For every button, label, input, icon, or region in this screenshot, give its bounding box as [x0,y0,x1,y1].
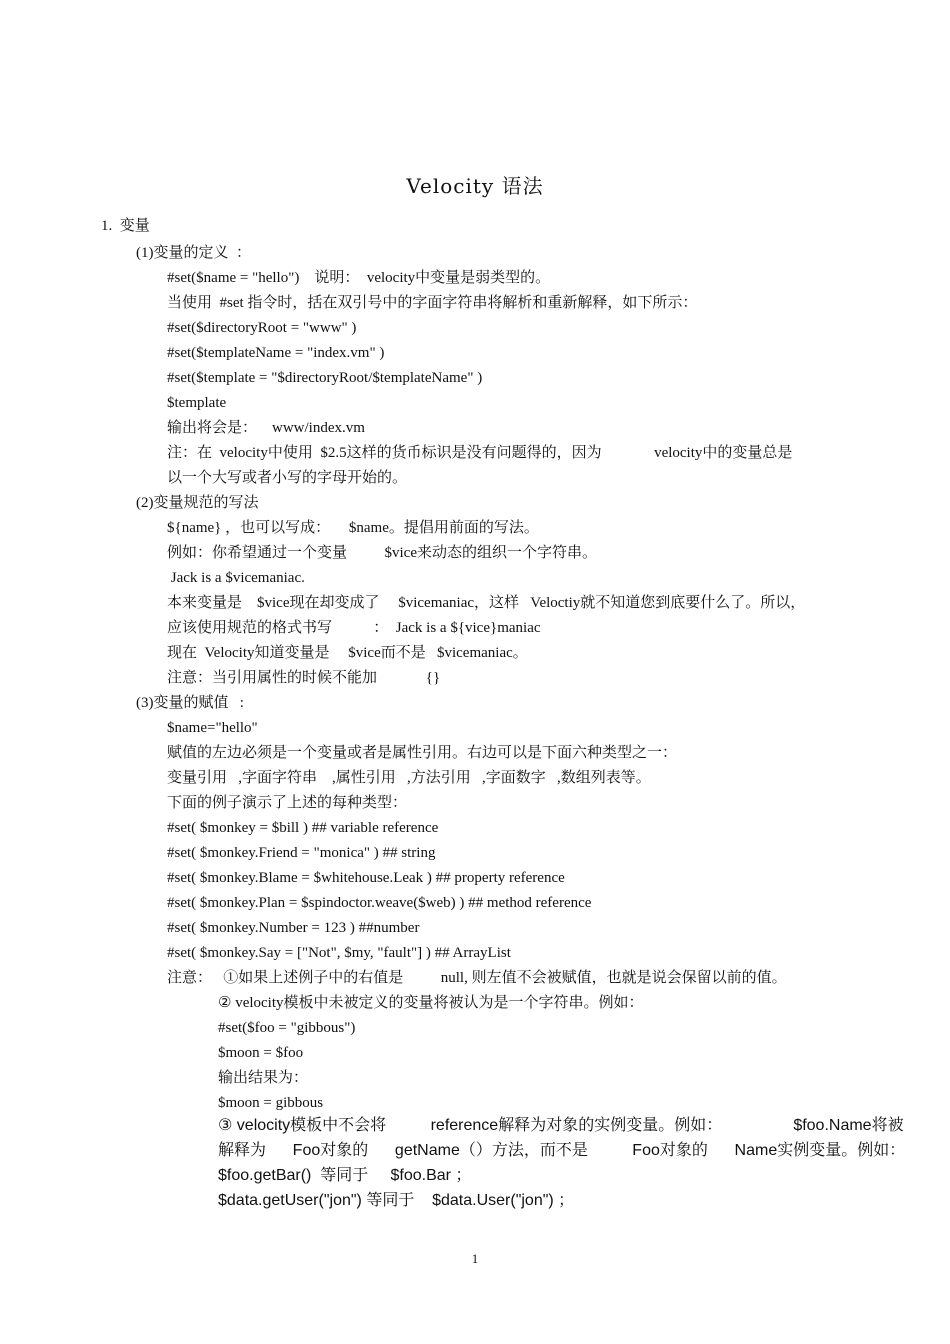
text-line: (2)变量规范的写法 [136,495,259,511]
text-line: Jack is a $vicemaniac. [167,570,305,586]
text-line: 当使用 #set 指令时，括在双引号中的字面字符串将解析和重新解释，如下所示： [167,295,698,311]
text-line: #set( $monkey.Blame = $whitehouse.Leak ) ## property reference [167,870,565,886]
text-line: $moon = $foo [218,1045,304,1061]
text-line: ② velocity模板中未被定义的变量将被认为是一个字符串。例如： [218,995,644,1011]
document-title: Velocity 语法 [406,174,544,198]
text-line: 1. 变量 [101,218,150,234]
text-line: #set($templateName = "index.vm" ) [167,345,385,361]
text-line: 例如：你希望通过一个变量 $vice来动态的组织一个字符串。 [167,545,597,561]
text-line: 以一个大写或者小写的字母开始的。 [167,470,408,486]
text-line: (1)变量的定义 ： [136,245,251,261]
text-line: 输出将会是： www/index.vm [167,420,365,436]
text-line: #set( $monkey.Friend = "monica" ) ## string [167,845,436,861]
text-line: #set( $monkey = $bill ) ## variable reference [167,820,439,836]
page-number: 1 [471,1251,479,1266]
text-line: $moon = gibbous [218,1095,324,1111]
text-line: #set( $monkey.Number = 123 ) ##number [167,920,420,936]
text-line: $template [167,395,227,411]
text-line: #set( $monkey.Say = ["Not", $my, "fault"] ) ## ArrayList [167,945,511,961]
text-line: 注意：当引用属性的时候不能加 {} [167,670,441,686]
text-line: (3)变量的赋值 : [136,695,244,711]
text-line: $data.getUser("jon") 等同于 $data.User("jon") ； [218,1192,575,1209]
text-line: 注意： ①如果上述例子中的右值是 null, 则左值不会被赋值，也就是说会保留以前的值。 [167,970,787,986]
text-line: #set($name = "hello") 说明： velocity中变量是弱类型的。 [167,270,551,286]
text-line: ③ velocity模板中不会将 reference解释为对象的实例变量。例如： $foo.Name将被 [218,1117,904,1134]
text-line: #set($foo = "gibbous") [218,1020,356,1036]
text-line: #set($template = "$directoryRoot/$templateName" ) [167,370,483,386]
text-line: 变量引用 ,字面字符串 ,属性引用 ,方法引用 ,字面数字 ,数组列表等。 [167,770,651,786]
text-line: 现在 Velocity知道变量是 $vice而不是 $vicemaniac。 [167,645,528,661]
text-line: 解释为 Foo对象的 getName（）方法，而不是 Foo对象的 Name实例变量。例如： [218,1142,906,1159]
text-line: $name="hello" [167,720,258,736]
text-line: 注：在 velocity中使用 $2.5这样的货币标识是没有问题得的，因为 velocity中的变量总是 [167,445,793,461]
text-line: #set($directoryRoot = "www" ) [167,320,357,336]
text-line: ${name} ，也可以写成： $name。提倡用前面的写法。 [167,520,539,536]
text-line: 下面的例子演示了上述的每种类型： [167,795,408,811]
text-line: #set( $monkey.Plan = $spindoctor.weave($web) ) ## method reference [167,895,592,911]
text-line: $foo.getBar() 等同于 $foo.Bar ； [218,1167,472,1184]
text-line: 赋值的左边必须是一个变量或者是属性引用。右边可以是下面六种类型之一： [167,745,678,761]
text-line: 应该使用规范的格式书写 ： Jack is a ${vice}maniac [167,620,541,636]
text-line: 输出结果为： [218,1070,309,1086]
text-line: 本来变量是 $vice现在却变成了 $vicemaniac，这样 Veloctiy就不知道您到底要什么了。所以， [167,595,806,611]
